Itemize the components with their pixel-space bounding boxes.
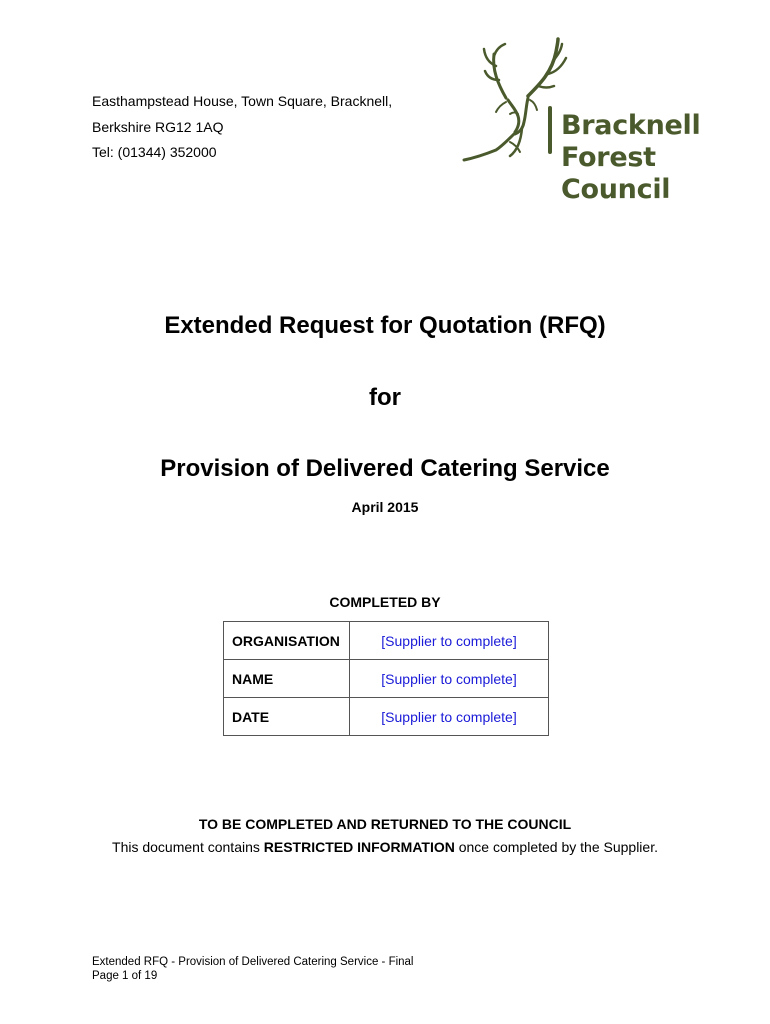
logo-text-council: Council (561, 174, 671, 205)
table-row (224, 622, 549, 660)
logo-text-forest: Forest (561, 142, 656, 173)
date-field[interactable]: [Supplier to complete] (350, 698, 549, 736)
organisation-label: ORGANISATION (224, 622, 350, 660)
title-for: for (369, 384, 401, 411)
address-line-1: Easthampstead House, Town Square, Bracknell, (92, 93, 393, 109)
restricted-text-before: This document contains (112, 839, 264, 855)
council-address (92, 89, 392, 166)
document-title: Extended Request for Quotation (RFQ) (164, 312, 606, 339)
restricted-text-bold: RESTRICTED INFORMATION (263, 839, 455, 855)
footer-page-number: Page 1 of 19 (92, 970, 158, 982)
footer-doc-name: Extended RFQ - Provision of Delivered Catering Service - Final (92, 956, 414, 968)
completed-by-heading: COMPLETED BY (329, 594, 441, 610)
restricted-notice (0, 839, 770, 855)
document-subject: Provision of Delivered Catering Service (160, 455, 610, 482)
return-notice-heading: TO BE COMPLETED AND RETURNED TO THE COUNCIL (198, 816, 572, 832)
organisation-field[interactable]: [Supplier to complete] (350, 622, 549, 660)
stag-icon (458, 36, 578, 166)
date-label: DATE (224, 698, 350, 736)
name-label: NAME (224, 660, 350, 698)
page-footer (92, 955, 414, 983)
completed-by-table (223, 621, 549, 736)
name-field[interactable]: [Supplier to complete] (350, 660, 549, 698)
telephone: Tel: (01344) 352000 (92, 144, 217, 160)
council-logo (458, 36, 701, 208)
logo-text-bracknell: Bracknell (561, 110, 701, 141)
restricted-text-after: once completed by the Supplier. (454, 839, 658, 855)
table-row (224, 660, 549, 698)
document-date: April 2015 (351, 499, 419, 515)
table-row (224, 698, 549, 736)
address-line-2: Berkshire RG12 1AQ (92, 118, 224, 135)
